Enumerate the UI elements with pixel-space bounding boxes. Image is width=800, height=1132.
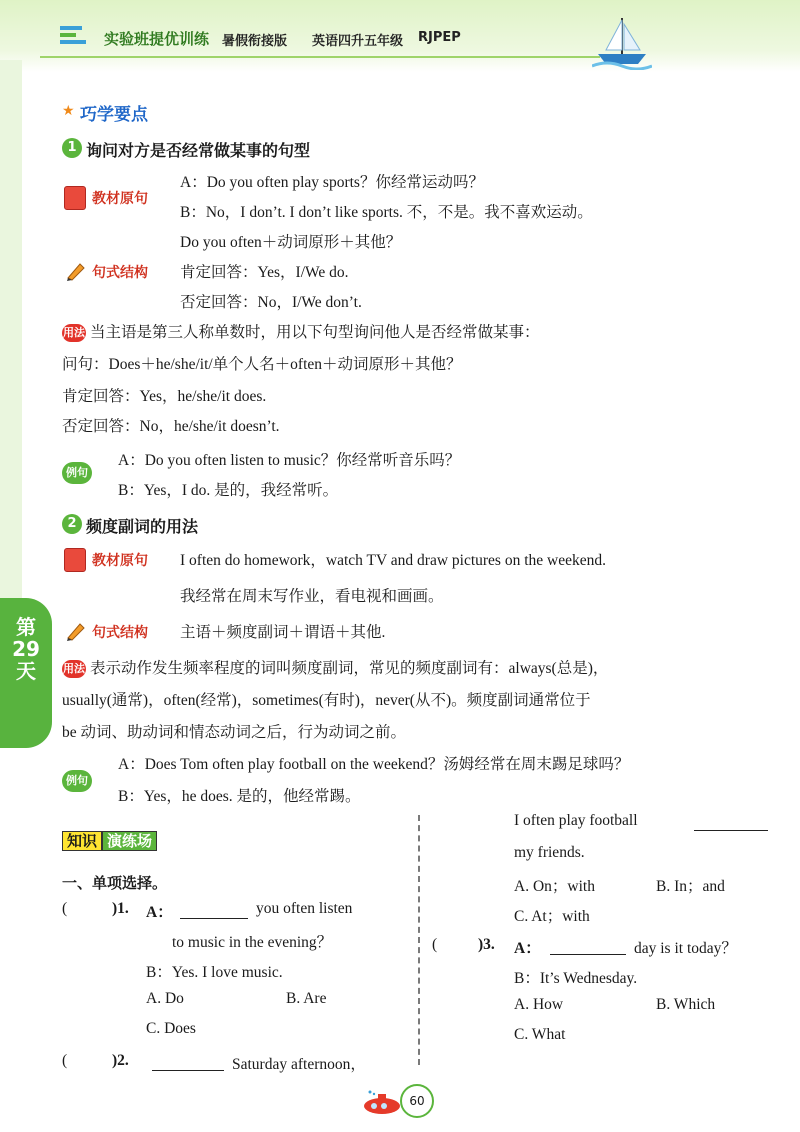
q1-paren-open[interactable]: ( [62,900,68,917]
textbook-chinese: 我经常在周末写作业，看电视和画画。 [180,588,444,605]
edition-label: 暑假衔接版 [222,34,288,49]
day-tab-char-1: 第 [16,615,36,639]
sailboat-icon [592,14,652,70]
q2-stem-3: my friends. [514,844,585,861]
usage-line-1: 表示动作发生频率程度的词叫频度副词，常见的频度副词有：always(总是)， [90,660,609,677]
q3-option-c[interactable]: C. What [514,1026,566,1043]
example-badge: 例句 [62,462,92,484]
day-tab-number: 29 [12,637,40,661]
example-line-b: B：Yes，I do. 是的，我经常听。 [118,482,339,499]
q2-paren-open[interactable]: ( [62,1052,68,1069]
q3-paren-open[interactable]: ( [432,936,438,953]
q3-number: )3. [478,936,495,953]
point-1-number: 1 [62,138,82,158]
structure-no: 否定回答：No，I/We don’t. [180,294,362,311]
q2-option-a[interactable]: A. On；with [514,878,595,895]
textbook-line-a: A：Do you often play sports？你经常运动吗？ [180,174,484,191]
usage-badge: 用法 [62,660,86,678]
example-line-a: A：Do you often listen to music？你经常听音乐吗？ [118,452,461,469]
series-logo-icon [58,24,102,46]
q2-option-b[interactable]: B. In；and [656,878,725,895]
textbook-tag: 教材原句 [92,191,148,207]
q3-option-a[interactable]: A. How [514,996,564,1013]
page-number: 60 [400,1084,434,1118]
practice-label [62,830,157,854]
subject-label: 英语四升五年级 [312,34,404,49]
usage-question: 问句：Does＋he/she/it/单个人名＋often＋动词原形＋其他？ [62,356,462,373]
q2-stem: Saturday afternoon， [232,1056,366,1073]
q2-stem-2: I often play football [514,812,638,829]
q3-speaker-a: A： [514,940,541,957]
pencil-icon [64,260,86,282]
usage-badge: 用法 [62,324,86,342]
textbook-tag: 教材原句 [92,553,148,569]
section-title: 巧学要点 [80,105,148,125]
point-2-title: 频度副词的用法 [86,517,199,536]
textbook-line-b: B：No，I don’t. I don’t like sports. 不，不是。我不喜欢运动。 [180,204,593,221]
point-2-number: 2 [62,514,82,534]
q1-number: )1. [112,900,129,917]
q1-stem-2: to music in the evening？ [172,934,333,951]
code-label: RJPEP [418,30,461,45]
q2-number: )2. [112,1052,129,1069]
q1-blank[interactable] [180,904,248,919]
book-icon [64,548,86,572]
q1-b-line: B：Yes. I love music. [146,964,283,981]
book-icon [64,186,86,210]
usage-line-2: usually(通常)，often(经常)，sometimes(有时)，never(从不)。频度副词通常位于 [62,692,591,709]
column-divider [418,815,420,1065]
q3-stem: day is it today？ [634,940,737,957]
example-line-a: A：Does Tom often play football on the weekend？汤姆经常在周末踢足球吗？ [118,756,630,773]
usage-line-3: be 动词、助动词和情态动词之后，行为动词之前。 [62,724,407,741]
q1-option-a[interactable]: A. Do [146,990,184,1007]
q2-option-c[interactable]: C. At；with [514,908,590,925]
textbook-english: I often do homework，watch TV and draw pictures on the weekend. [180,552,606,569]
q1-speaker-a: A： [146,904,173,921]
q1-option-c[interactable]: C. Does [146,1020,196,1037]
q3-blank[interactable] [550,940,626,955]
example-badge: 例句 [62,770,92,792]
q3-option-b[interactable]: B. Which [656,996,716,1013]
usage-line: 当主语是第三人称单数时，用以下句型询问他人是否经常做某事： [90,324,540,341]
q2-blank-2[interactable] [694,816,768,831]
usage-no: 否定回答：No，he/she/it doesn’t. [62,418,280,435]
star-icon: ★ [62,103,75,119]
practice-label-a: 知识 [62,831,102,851]
structure-tag: 句式结构 [92,265,148,281]
header-rule [40,56,600,58]
q2-blank-1[interactable] [152,1056,224,1071]
q3-b-line: B：It’s Wednesday. [514,970,638,987]
day-tab [0,598,52,748]
structure-yes: 肯定回答：Yes，I/We do. [180,264,349,281]
q1-stem: you often listen [256,900,353,917]
structure-tag: 句式结构 [92,625,148,641]
left-margin-strip [0,60,22,620]
structure-question: Do you often＋动词原形＋其他？ [180,234,402,251]
day-tab-char-2: 天 [16,659,36,683]
pencil-icon [64,620,86,642]
structure-formula: 主语＋频度副词＋谓语＋其他. [180,624,386,641]
part-heading: 一、单项选择。 [62,874,168,892]
example-line-b: B：Yes，he does. 是的，他经常踢。 [118,788,361,805]
q1-option-b[interactable]: B. Are [286,990,327,1007]
usage-yes: 肯定回答：Yes，he/she/it does. [62,388,267,405]
point-1-title: 询问对方是否经常做某事的句型 [86,141,311,160]
series-title: 实验班提优训练 [104,30,210,48]
practice-label-b: 演练场 [102,831,157,851]
